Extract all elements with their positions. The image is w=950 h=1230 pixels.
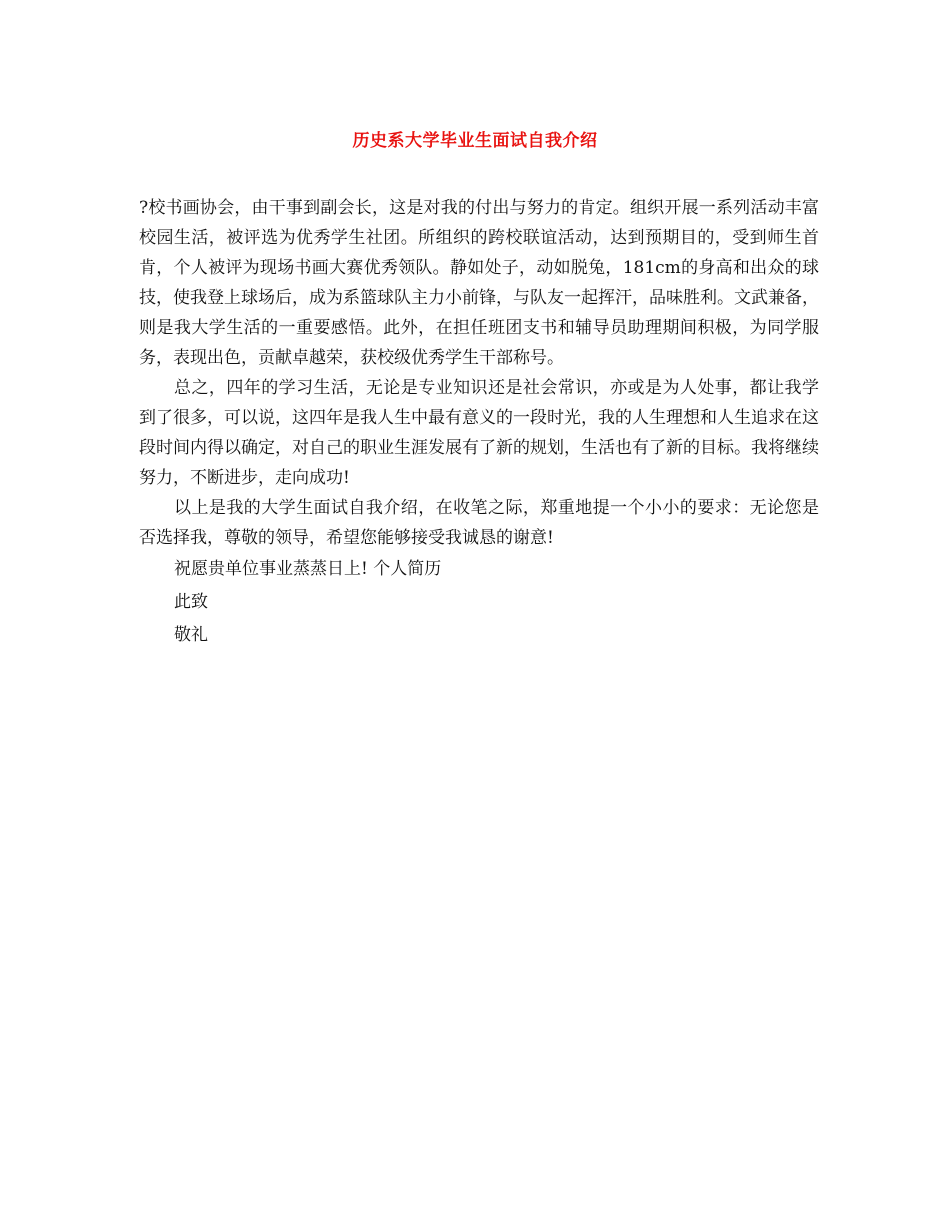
closing-cizhi: 此致 bbox=[174, 592, 208, 612]
document-title: 历史系大学毕业生面试自我介绍 bbox=[352, 131, 598, 151]
paragraph-2: 总之，四年的学习生活，无论是专业知识还是社会常识，亦或是为人处事，都让我学到了很多，可以说，这四年是我人生中最有意义的一段时光，我的人生理想和人生追求在这段时间内得以确定，对自己的职业生涯发展有了新的规划，生活也有了新的目标。我将继续努力，不断进步，走向成功! bbox=[139, 378, 819, 488]
closing-wish: 祝愿贵单位事业蒸蒸日上! 个人简历 bbox=[174, 559, 442, 579]
document-body bbox=[139, 193, 819, 652]
paragraph-3: 以上是我的大学生面试自我介绍，在收笔之际，郑重地提一个小小的要求：无论您是否选择我，尊敬的领导，希望您能够接受我诚恳的谢意! bbox=[139, 498, 819, 548]
paragraph-1: ?校书画协会，由干事到副会长，这是对我的付出与努力的肯定。组织开展一系列活动丰富校园生活，被评选为优秀学生社团。所组织的跨校联谊活动，达到预期目的，受到师生首肯，个人被评为现场书画大赛优秀领队。静如处子，动如脱兔，181cm的身高和出众的球技，使我登上球场后，成为系篮球队主力小前锋，与队友一起挥汗，品味胜利。文武兼备，则是我大学生活的一重要感悟。此外，在担任班团支书和辅导员助理期间积极，为同学服务，表现出色，贡献卓越荣，获校级优秀学生干部称号。 bbox=[139, 198, 819, 368]
closing-jingli: 敬礼 bbox=[174, 625, 208, 645]
